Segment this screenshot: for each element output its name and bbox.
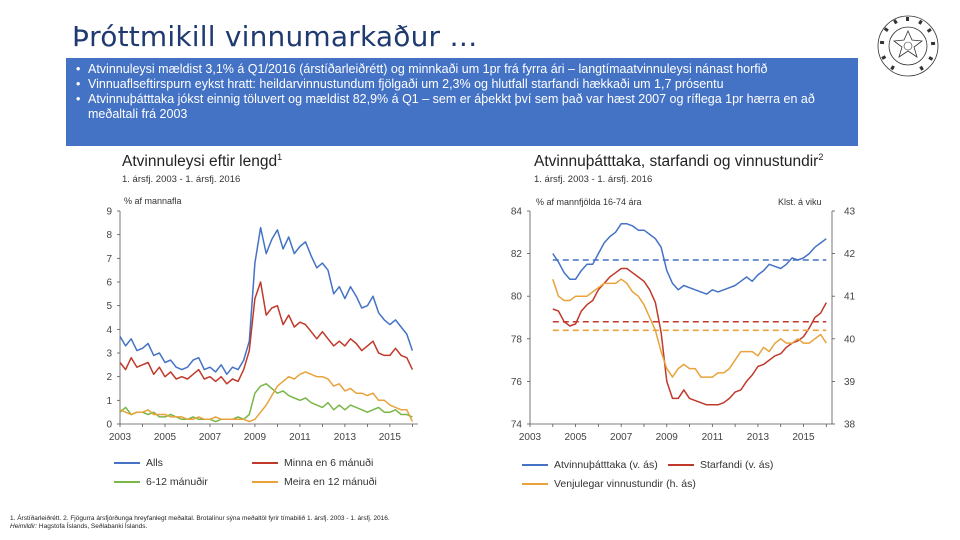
chart2-ytick-right-label: 38 (844, 419, 856, 431)
chart2-ytick-right-label: 42 (844, 249, 856, 261)
chart1-ytick-label: 2 (106, 372, 112, 384)
chart2-xtick-label: 2005 (564, 432, 587, 443)
chart1-ytick-label: 1 (106, 395, 112, 407)
chart2-ytick-right-label: 43 (844, 206, 856, 218)
chart1-series-line-1 (120, 282, 412, 384)
footnote-source-label: Heimildir: (10, 523, 38, 530)
chart2-xtick-label: 2011 (701, 432, 724, 443)
chart1-subtitle: 1. ársfj. 2003 - 1. ársfj. 2016 (122, 174, 241, 185)
footnote-sources (10, 523, 390, 531)
chart2-ytick-label: 82 (510, 249, 522, 261)
chart2-ylabel-right: Klst. á viku (778, 197, 822, 207)
chart2-ytick-right-label: 41 (844, 291, 856, 303)
legend-item-starfandi: Starfandi (v. ás) (668, 459, 773, 471)
chart1-xtick-label: 2005 (153, 432, 177, 443)
chart2-ytick-label: 78 (510, 334, 522, 346)
chart2-series-line-0 (553, 224, 827, 294)
chart2-ytick-label: 84 (510, 206, 522, 218)
chart1-series-line-0 (120, 228, 412, 375)
bullet-item: • Atvinnuþátttaka jókst einnig töluvert og mældist 82,9% á Q1 – sem er áþekkt því sem það var hæst 2007 og ríflega 1pr hærra en að meðaltali frá 2003 (88, 92, 850, 122)
legend-swatch (252, 462, 278, 464)
chart1-ytick-label: 5 (106, 301, 112, 313)
chart2-ylabel-left: % af mannfjölda 16-74 ára (536, 197, 642, 207)
chart1-ytick-label: 6 (106, 277, 112, 289)
chart1-ytick-label: 8 (106, 230, 112, 242)
legend-swatch (522, 464, 548, 466)
legend-item-vinnustundir: Venjulegar vinnustundir (h. ás) (522, 478, 696, 490)
chart2-xtick-label: 2007 (610, 432, 633, 443)
chart2-title: Atvinnuþátttaka, starfandi og vinnustundir$^2$ (534, 152, 824, 171)
page-title: Þróttmikill vinnumarkaður … (72, 20, 478, 53)
chart2-series-line-1 (553, 269, 827, 405)
chart2-ytick-label: 80 (510, 291, 522, 303)
chart2-ytick-label: 74 (510, 419, 522, 431)
chart1-series-line-2 (120, 384, 412, 422)
legend-item-meira: Meira en 12 mánuði (252, 476, 377, 488)
footnote-source-text: Hagstofa Íslands, Seðlabanki Íslands. (37, 523, 148, 530)
chart1-xtick-label: 2007 (198, 432, 222, 443)
chart1-series-line-3 (120, 372, 412, 422)
legend-swatch (522, 483, 548, 485)
chart2-xtick-label: 2009 (655, 432, 678, 443)
chart2-series-line-2 (553, 279, 827, 377)
chart2-xtick-label: 2013 (746, 432, 770, 443)
footnote (10, 515, 390, 531)
chart1-xtick-label: 2011 (289, 432, 311, 443)
chart1-ytick-label: 3 (106, 348, 112, 360)
chart2-xtick-label: 2015 (792, 432, 815, 443)
chart1-xtick-label: 2015 (378, 432, 402, 443)
legend-item-atvinnuthatttaka: Atvinnuþátttaka (v. ás) (522, 459, 658, 471)
chart1-xtick-label: 2003 (108, 432, 132, 443)
legend-item-alls: Alls (114, 457, 163, 469)
chart1-xtick-label: 2009 (243, 432, 267, 443)
footnote-notes: 1. Árstíðarleiðrétt. 2. Fjögurra ársfjórðunga hreyfanlegt meðaltal. Brotalínur sýna meðaltöl fyrir tímabilið 1. ársfj. 2003 - 1. ársfj. 2016. (10, 515, 390, 522)
legend-swatch (114, 462, 140, 464)
chart1-title: Atvinnuleysi eftir lengd$^1$ (122, 152, 283, 171)
chart1-xtick-label: 2013 (333, 432, 357, 443)
bullet-item: • Vinnuaflseftirspurn eykst hratt: heildarvinnustundum fjölgaði um 2,3% og hlutfall starfandi hækkaði um 1,7 prósentu (88, 77, 850, 92)
legend-item-minna: Minna en 6 mánuði (252, 457, 373, 469)
chart2-ytick-right-label: 40 (844, 334, 856, 346)
chart1-ytick-label: 0 (106, 419, 112, 431)
legend-swatch (252, 481, 278, 483)
chart1-ytick-label: 7 (106, 253, 112, 265)
legend-item-6-12: 6-12 mánuðir (114, 476, 208, 488)
chart2-subtitle: 1. ársfj. 2003 - 1. ársfj. 2016 (534, 174, 653, 185)
chart2-ytick-right-label: 39 (844, 376, 856, 388)
legend-swatch (668, 464, 694, 466)
chart1-ylabel: % af mannafla (124, 196, 182, 206)
chart1-ytick-label: 9 (106, 206, 112, 218)
chart2-ytick-label: 76 (510, 376, 522, 388)
legend-swatch (114, 481, 140, 483)
bullet-item: • Atvinnuleysi mældist 3,1% á Q1/2016 (árstíðarleiðrétt) og minnkaði um 1pr frá fyrra ári – langtímaatvinnuleysi nánast horfið (88, 62, 850, 77)
chart1-ytick-label: 4 (106, 324, 112, 336)
chart2-xtick-label: 2003 (518, 432, 542, 443)
